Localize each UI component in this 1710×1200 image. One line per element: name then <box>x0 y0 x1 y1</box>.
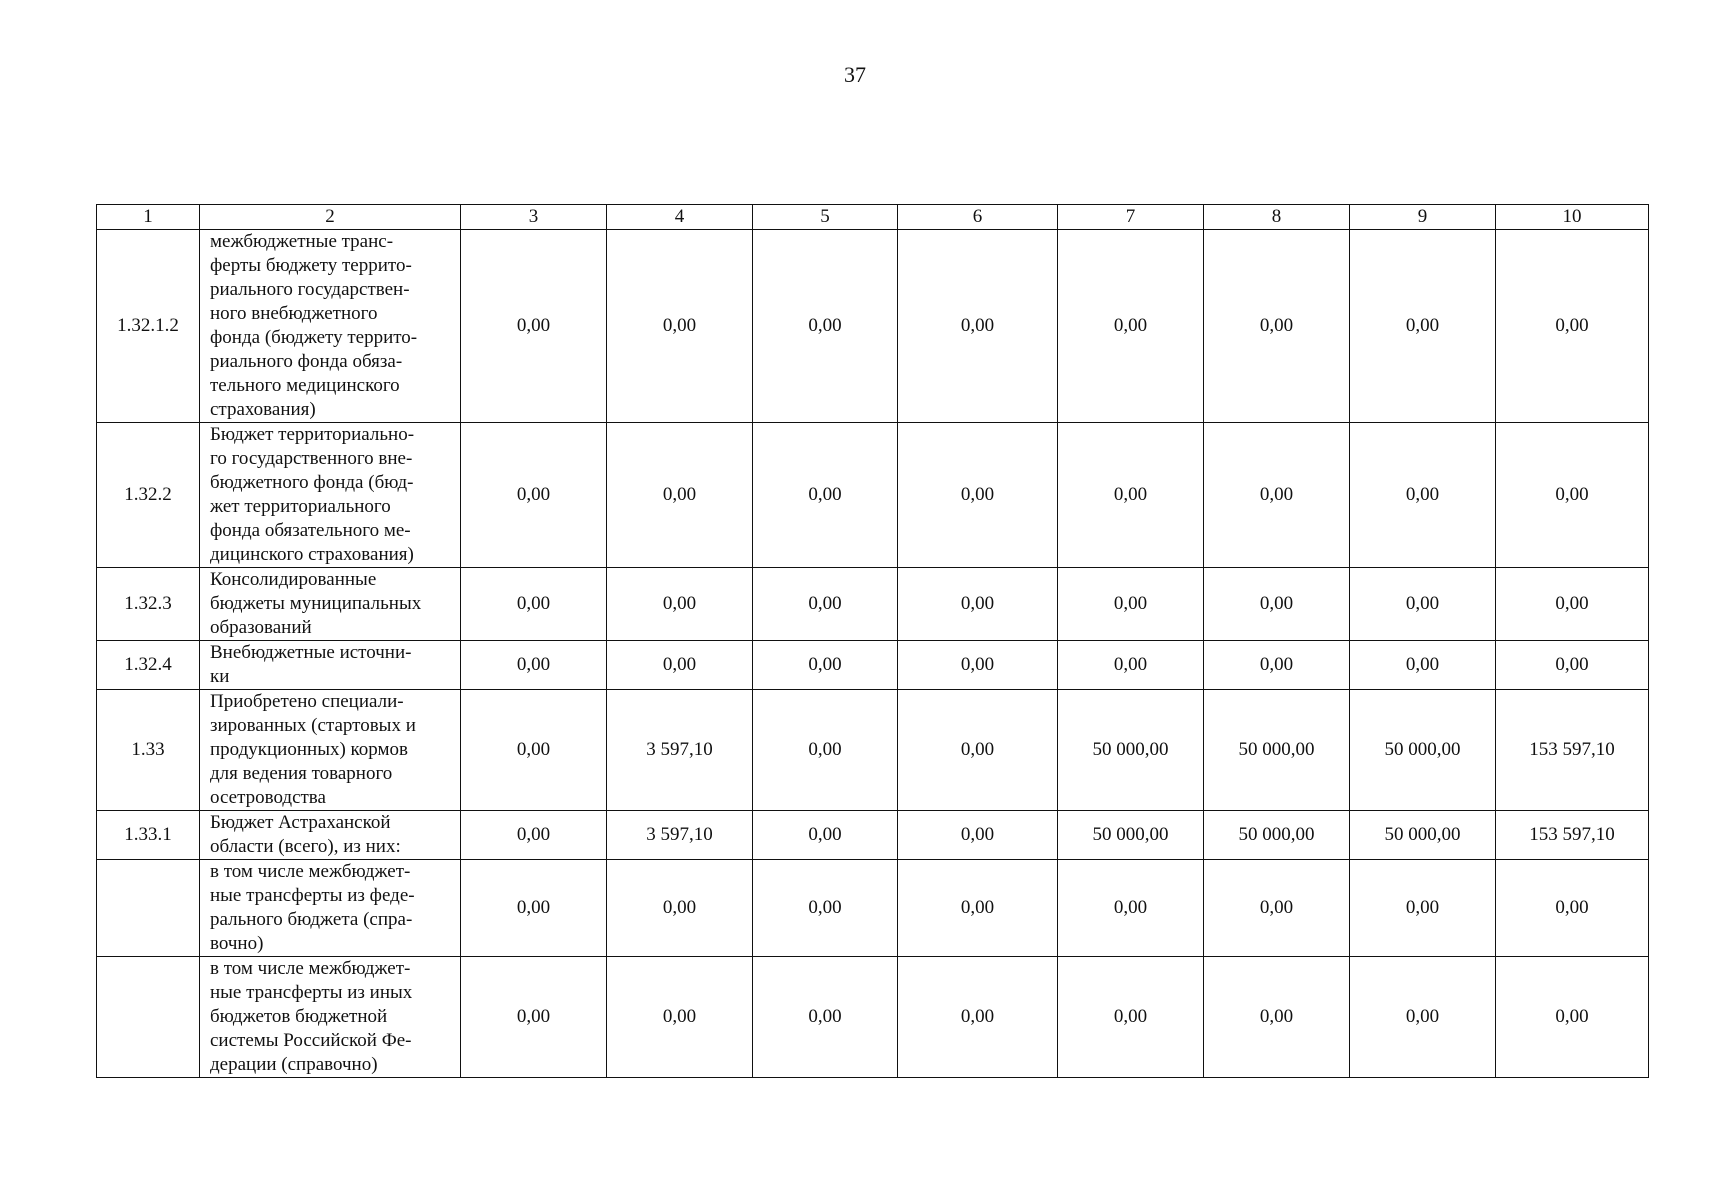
value-cell: 0,00 <box>753 860 898 957</box>
value-cell: 0,00 <box>1496 957 1649 1078</box>
value-cell: 50 000,00 <box>1204 690 1350 811</box>
value-cell: 50 000,00 <box>1204 811 1350 860</box>
value-cell: 0,00 <box>898 860 1058 957</box>
value-cell: 0,00 <box>461 641 607 690</box>
value-cell: 0,00 <box>1058 957 1204 1078</box>
table-row <box>97 690 1649 811</box>
value-cell: 0,00 <box>1058 860 1204 957</box>
column-header: 2 <box>200 205 461 230</box>
value-cell: 0,00 <box>753 568 898 641</box>
table-row <box>97 568 1649 641</box>
value-cell: 0,00 <box>607 423 753 568</box>
row-code: 1.32.1.2 <box>97 230 200 423</box>
value-cell: 0,00 <box>1350 641 1496 690</box>
value-cell: 0,00 <box>1496 230 1649 423</box>
budget-table <box>96 204 1649 1078</box>
value-cell: 0,00 <box>753 957 898 1078</box>
value-cell: 0,00 <box>1204 860 1350 957</box>
row-description: в том числе межбюджет- ные трансферты из феде- рального бюджета (спра- вочно) <box>200 860 461 957</box>
column-header: 4 <box>607 205 753 230</box>
row-code: 1.32.2 <box>97 423 200 568</box>
value-cell: 153 597,10 <box>1496 811 1649 860</box>
column-header: 8 <box>1204 205 1350 230</box>
row-description: Бюджет Астраханской области (всего), из них: <box>200 811 461 860</box>
value-cell: 0,00 <box>1204 568 1350 641</box>
value-cell: 0,00 <box>1204 230 1350 423</box>
value-cell: 0,00 <box>1350 568 1496 641</box>
column-header: 9 <box>1350 205 1496 230</box>
row-code: 1.33.1 <box>97 811 200 860</box>
table-row <box>97 230 1649 423</box>
value-cell: 0,00 <box>753 811 898 860</box>
table-row <box>97 860 1649 957</box>
value-cell: 0,00 <box>461 811 607 860</box>
page-number: 37 <box>844 62 866 87</box>
row-description: Консолидированные бюджеты муниципальных образований <box>200 568 461 641</box>
value-cell: 3 597,10 <box>607 690 753 811</box>
value-cell: 0,00 <box>1204 641 1350 690</box>
value-cell: 0,00 <box>1496 860 1649 957</box>
row-description: Приобретено специали- зированных (стартовых и продукционных) кормов для ведения товарного осетроводства <box>200 690 461 811</box>
value-cell: 0,00 <box>753 641 898 690</box>
row-description: межбюджетные транс- ферты бюджету террито- риального государствен- ного внебюджетного фонда (бюджету террито- риального фонда обяза- тельного медицинского страхования) <box>200 230 461 423</box>
column-header: 10 <box>1496 205 1649 230</box>
value-cell: 0,00 <box>461 957 607 1078</box>
value-cell: 0,00 <box>461 568 607 641</box>
value-cell: 0,00 <box>1350 957 1496 1078</box>
column-header: 6 <box>898 205 1058 230</box>
row-description: в том числе межбюджет- ные трансферты из иных бюджетов бюджетной системы Российской Фе- дерации (справочно) <box>200 957 461 1078</box>
table-body <box>97 230 1649 1078</box>
value-cell: 0,00 <box>1350 860 1496 957</box>
value-cell: 0,00 <box>461 690 607 811</box>
row-code: 1.32.3 <box>97 568 200 641</box>
column-header: 1 <box>97 205 200 230</box>
value-cell: 0,00 <box>898 811 1058 860</box>
value-cell: 0,00 <box>607 641 753 690</box>
value-cell: 0,00 <box>898 690 1058 811</box>
value-cell: 50 000,00 <box>1350 690 1496 811</box>
column-header: 5 <box>753 205 898 230</box>
value-cell: 0,00 <box>1204 957 1350 1078</box>
value-cell: 0,00 <box>753 230 898 423</box>
value-cell: 0,00 <box>607 860 753 957</box>
value-cell: 0,00 <box>1496 423 1649 568</box>
value-cell: 0,00 <box>1350 423 1496 568</box>
value-cell: 0,00 <box>898 641 1058 690</box>
table-row <box>97 423 1649 568</box>
value-cell: 3 597,10 <box>607 811 753 860</box>
value-cell: 50 000,00 <box>1350 811 1496 860</box>
column-header: 3 <box>461 205 607 230</box>
value-cell: 0,00 <box>753 690 898 811</box>
value-cell: 0,00 <box>461 423 607 568</box>
row-code <box>97 957 200 1078</box>
value-cell: 0,00 <box>607 230 753 423</box>
table-row <box>97 641 1649 690</box>
value-cell: 0,00 <box>1496 641 1649 690</box>
row-description: Бюджет территориально- го государственного вне- бюджетного фонда (бюд- жет территориального фонда обязательного ме- дицинского страхования) <box>200 423 461 568</box>
value-cell: 0,00 <box>1058 641 1204 690</box>
value-cell: 0,00 <box>1350 230 1496 423</box>
value-cell: 0,00 <box>753 423 898 568</box>
row-code: 1.32.4 <box>97 641 200 690</box>
value-cell: 0,00 <box>898 230 1058 423</box>
value-cell: 0,00 <box>1058 568 1204 641</box>
row-code: 1.33 <box>97 690 200 811</box>
value-cell: 0,00 <box>1058 230 1204 423</box>
header-row <box>97 205 1649 230</box>
value-cell: 0,00 <box>461 860 607 957</box>
value-cell: 0,00 <box>1058 423 1204 568</box>
value-cell: 0,00 <box>898 957 1058 1078</box>
value-cell: 50 000,00 <box>1058 811 1204 860</box>
value-cell: 0,00 <box>607 568 753 641</box>
value-cell: 0,00 <box>1496 568 1649 641</box>
column-header: 7 <box>1058 205 1204 230</box>
value-cell: 0,00 <box>898 423 1058 568</box>
value-cell: 0,00 <box>1204 423 1350 568</box>
table-row <box>97 957 1649 1078</box>
value-cell: 153 597,10 <box>1496 690 1649 811</box>
value-cell: 0,00 <box>898 568 1058 641</box>
value-cell: 50 000,00 <box>1058 690 1204 811</box>
row-code <box>97 860 200 957</box>
value-cell: 0,00 <box>461 230 607 423</box>
row-description: Внебюджетные источни- ки <box>200 641 461 690</box>
value-cell: 0,00 <box>607 957 753 1078</box>
table-row <box>97 811 1649 860</box>
